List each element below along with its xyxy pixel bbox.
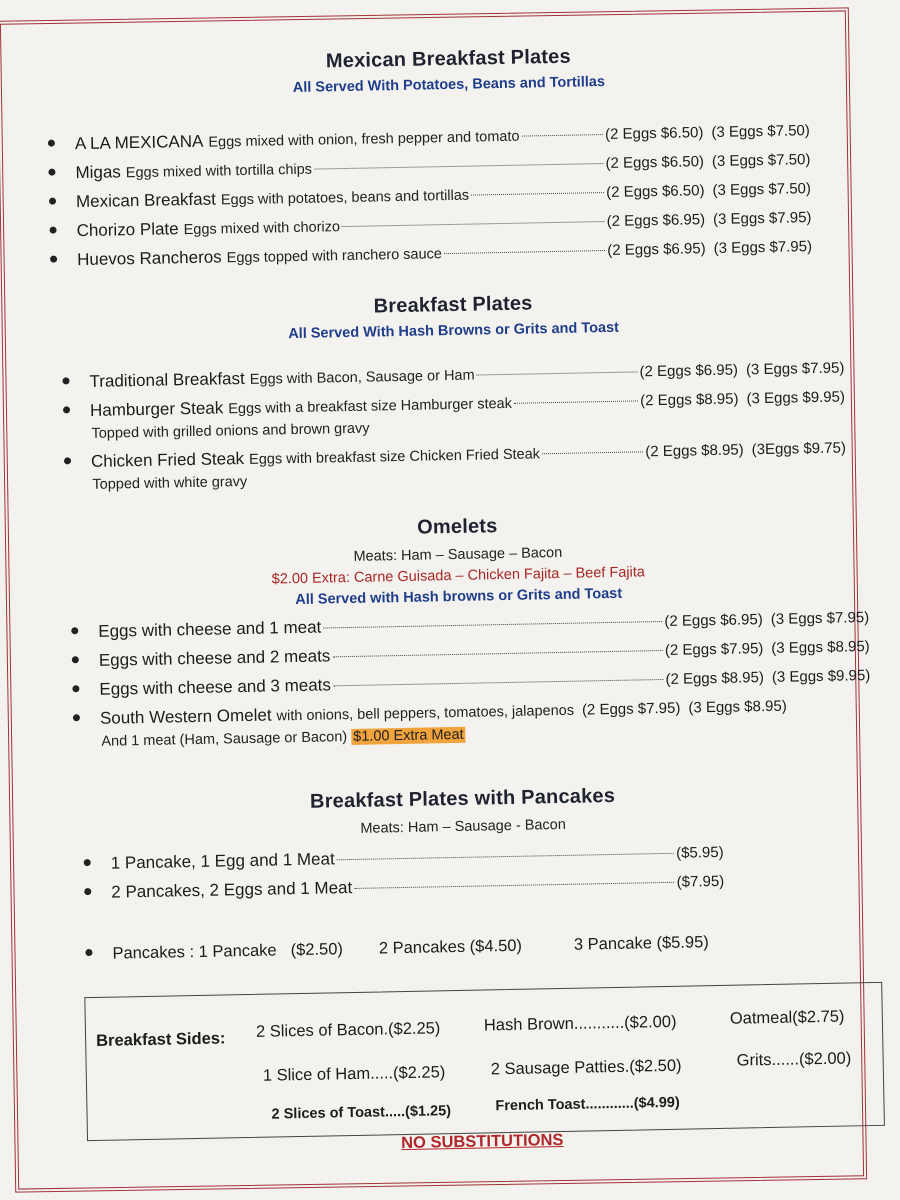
bullet-icon	[62, 377, 69, 384]
bullet-icon	[48, 140, 55, 147]
leader-dots	[323, 621, 662, 629]
omelets-title: Omelets	[416, 515, 498, 539]
pancakes-solo-3: 3 Pancake ($5.95)	[573, 933, 709, 954]
leader-dots	[444, 250, 605, 254]
item-name: Chicken Fried Steak	[90, 448, 245, 471]
breakfast-title: Breakfast Plates	[373, 292, 533, 318]
bullet-icon	[63, 406, 70, 413]
price-3-eggs: (3 Eggs $7.95)	[770, 609, 870, 628]
leader-dots	[542, 451, 643, 454]
leader-dots	[337, 853, 674, 860]
side-ham: 1 Slice of Ham.....($2.25)	[262, 1063, 446, 1085]
pancakes-solo-1: ($2.50)	[290, 940, 344, 960]
item-desc: Eggs with potatoes, beans and tortillas	[220, 187, 470, 209]
sides-label: Breakfast Sides:	[95, 1029, 226, 1050]
bullet-icon	[50, 227, 57, 234]
omelets-subtitle: All Served with Hash browns or Grits and Toast	[295, 585, 623, 609]
item-name: Eggs with cheese and 1 meat	[98, 617, 322, 641]
item-name: Eggs with cheese and 3 meats	[99, 675, 332, 699]
side-toast: 2 Slices of Toast.....($1.25)	[271, 1103, 452, 1123]
price-2-eggs: (2 Eggs $8.95)	[645, 441, 744, 461]
price-3-eggs: (3 Eggs $7.50)	[711, 122, 810, 141]
leader-dots	[514, 400, 638, 403]
pancakes-section	[42, 780, 885, 986]
item-desc: Eggs mixed with tortilla chips	[125, 161, 313, 182]
leader-dots	[477, 371, 638, 375]
item-desc: Eggs mixed with onion, fresh pepper and tomato	[208, 128, 520, 151]
breakfast-section	[33, 286, 877, 524]
bullet-icon	[72, 685, 79, 692]
item-name: Traditional Breakfast	[89, 368, 245, 391]
pancakes-solo-row	[85, 933, 709, 964]
price-3-eggs: (3Eggs $9.75)	[751, 439, 847, 459]
leader-dots	[521, 134, 603, 137]
price-2-eggs: (2 Eggs $6.50)	[605, 153, 705, 172]
price-2-eggs: (2 Eggs $8.95)	[665, 669, 765, 688]
price-2-eggs: (2 Eggs $7.95)	[581, 699, 681, 719]
bullet-icon	[72, 656, 79, 663]
pancakes-meats: Meats: Ham – Sausage - Bacon	[360, 816, 567, 837]
item-desc: Eggs mixed with chorizo	[183, 219, 341, 239]
bullet-icon	[48, 169, 55, 176]
price-3-eggs: (3 Eggs $8.95)	[688, 697, 787, 717]
item-name: 2 Pancakes, 2 Eggs and 1 Meat	[111, 877, 353, 902]
item-name: South Western Omelet	[99, 705, 272, 728]
price-3-eggs: (3 Eggs $7.95)	[712, 209, 812, 228]
sides-box	[84, 982, 885, 1141]
mexican-subtitle: All Served With Potatoes, Beans and Tortillas	[292, 73, 606, 96]
mexican-title: Mexican Breakfast Plates	[325, 45, 572, 73]
side-hashbrown: Hash Brown...........($2.00)	[483, 1012, 677, 1035]
side-french-toast: French Toast............($4.99)	[495, 1094, 680, 1115]
price-3-eggs: (3 Eggs $7.50)	[712, 180, 812, 199]
item-name: A LA MEXICANA	[74, 131, 204, 154]
item-desc: Eggs with a breakfast size Hamburger steak	[228, 395, 513, 418]
item-price: ($7.95)	[676, 872, 725, 891]
leader-dots	[471, 192, 604, 196]
item-desc: Eggs with Bacon, Sausage or Ham	[249, 367, 475, 388]
item-note: Topped with grilled onions and brown gravy	[91, 420, 370, 442]
item-name: 1 Pancake, 1 Egg and 1 Meat	[110, 849, 335, 873]
price-2-eggs: (2 Eggs $6.95)	[664, 611, 763, 630]
leader-dots	[333, 679, 664, 686]
price-3-eggs: (3 Eggs $8.95)	[771, 638, 870, 657]
bullet-icon	[73, 714, 80, 721]
pancakes-solo-label: Pancakes : 1 Pancake	[112, 941, 277, 963]
omelets-section	[37, 508, 882, 796]
item-desc: Eggs with breakfast size Chicken Fried Steak	[248, 446, 541, 468]
bullet-icon	[71, 627, 78, 634]
leader-dots	[342, 221, 605, 227]
omelets-meats: Meats: Ham – Sausage – Bacon	[353, 544, 563, 565]
item-name: Hamburger Steak	[89, 398, 224, 420]
breakfast-subtitle: All Served With Hash Browns or Grits and Toast	[288, 319, 620, 343]
item-name: Huevos Rancheros	[76, 247, 222, 270]
extra-meat-highlight: $1.00 Extra Meat	[353, 726, 464, 745]
item-desc: with onions, bell peppers, tomatoes, jalapenos	[276, 702, 575, 725]
item-name: Mexican Breakfast	[75, 189, 217, 212]
pancakes-title: Breakfast Plates with Pancakes	[309, 784, 616, 813]
price-2-eggs: (2 Eggs $6.95)	[607, 240, 706, 259]
breakfast-list	[34, 357, 846, 504]
bullet-icon	[84, 859, 91, 866]
leader-dots	[332, 650, 663, 657]
bullet-icon	[49, 198, 56, 205]
pancakes-list	[44, 842, 725, 913]
item-name: Chorizo Plate	[76, 219, 179, 241]
no-substitutions-note: NO SUBSTITUTIONS	[400, 1130, 564, 1153]
item-name: Eggs with cheese and 2 meats	[98, 646, 331, 670]
price-2-eggs: (2 Eggs $6.50)	[605, 182, 705, 201]
bullet-icon	[84, 888, 91, 895]
pancakes-solo-2: 2 Pancakes ($4.50)	[378, 936, 523, 958]
price-2-eggs: (2 Eggs $6.95)	[639, 361, 739, 381]
price-2-eggs: (2 Eggs $7.95)	[664, 640, 764, 659]
leader-dots	[314, 163, 604, 170]
price-3-eggs: (3 Eggs $9.95)	[746, 388, 846, 408]
price-2-eggs: (2 Eggs $6.50)	[604, 124, 704, 144]
price-2-eggs: (2 Eggs $6.95)	[606, 211, 706, 230]
item-note: Topped with white gravy	[92, 473, 248, 493]
item-price: ($5.95)	[675, 843, 724, 862]
sw-note-text: And 1 meat (Ham, Sausage or Bacon)	[101, 729, 348, 750]
menu-page	[28, 32, 886, 1153]
bullet-icon	[50, 256, 57, 263]
mexican-list	[30, 120, 813, 280]
item-name: Migas	[75, 162, 122, 183]
side-oatmeal: Oatmeal($2.75)	[729, 1007, 845, 1028]
price-3-eggs: (3 Eggs $9.95)	[771, 667, 871, 686]
mexican-section	[28, 40, 873, 302]
side-grits: Grits......($2.00)	[736, 1049, 852, 1070]
price-3-eggs: (3 Eggs $7.95)	[745, 359, 845, 379]
omelets-extra: $2.00 Extra: Carne Guisada – Chicken Fajita – Beef Fajita	[271, 564, 645, 588]
omelets-list	[39, 607, 871, 761]
leader-dots	[354, 882, 674, 889]
side-bacon: 2 Slices of Bacon.($2.25)	[255, 1019, 441, 1041]
item-desc: Eggs topped with ranchero sauce	[226, 246, 443, 267]
bullet-icon	[64, 457, 71, 464]
price-2-eggs: (2 Eggs $8.95)	[639, 390, 739, 410]
price-3-eggs: (3 Eggs $7.50)	[711, 151, 811, 170]
price-3-eggs: (3 Eggs $7.95)	[713, 238, 813, 257]
bullet-icon	[85, 949, 92, 956]
side-sausage: 2 Sausage Patties.($2.50)	[490, 1056, 682, 1079]
